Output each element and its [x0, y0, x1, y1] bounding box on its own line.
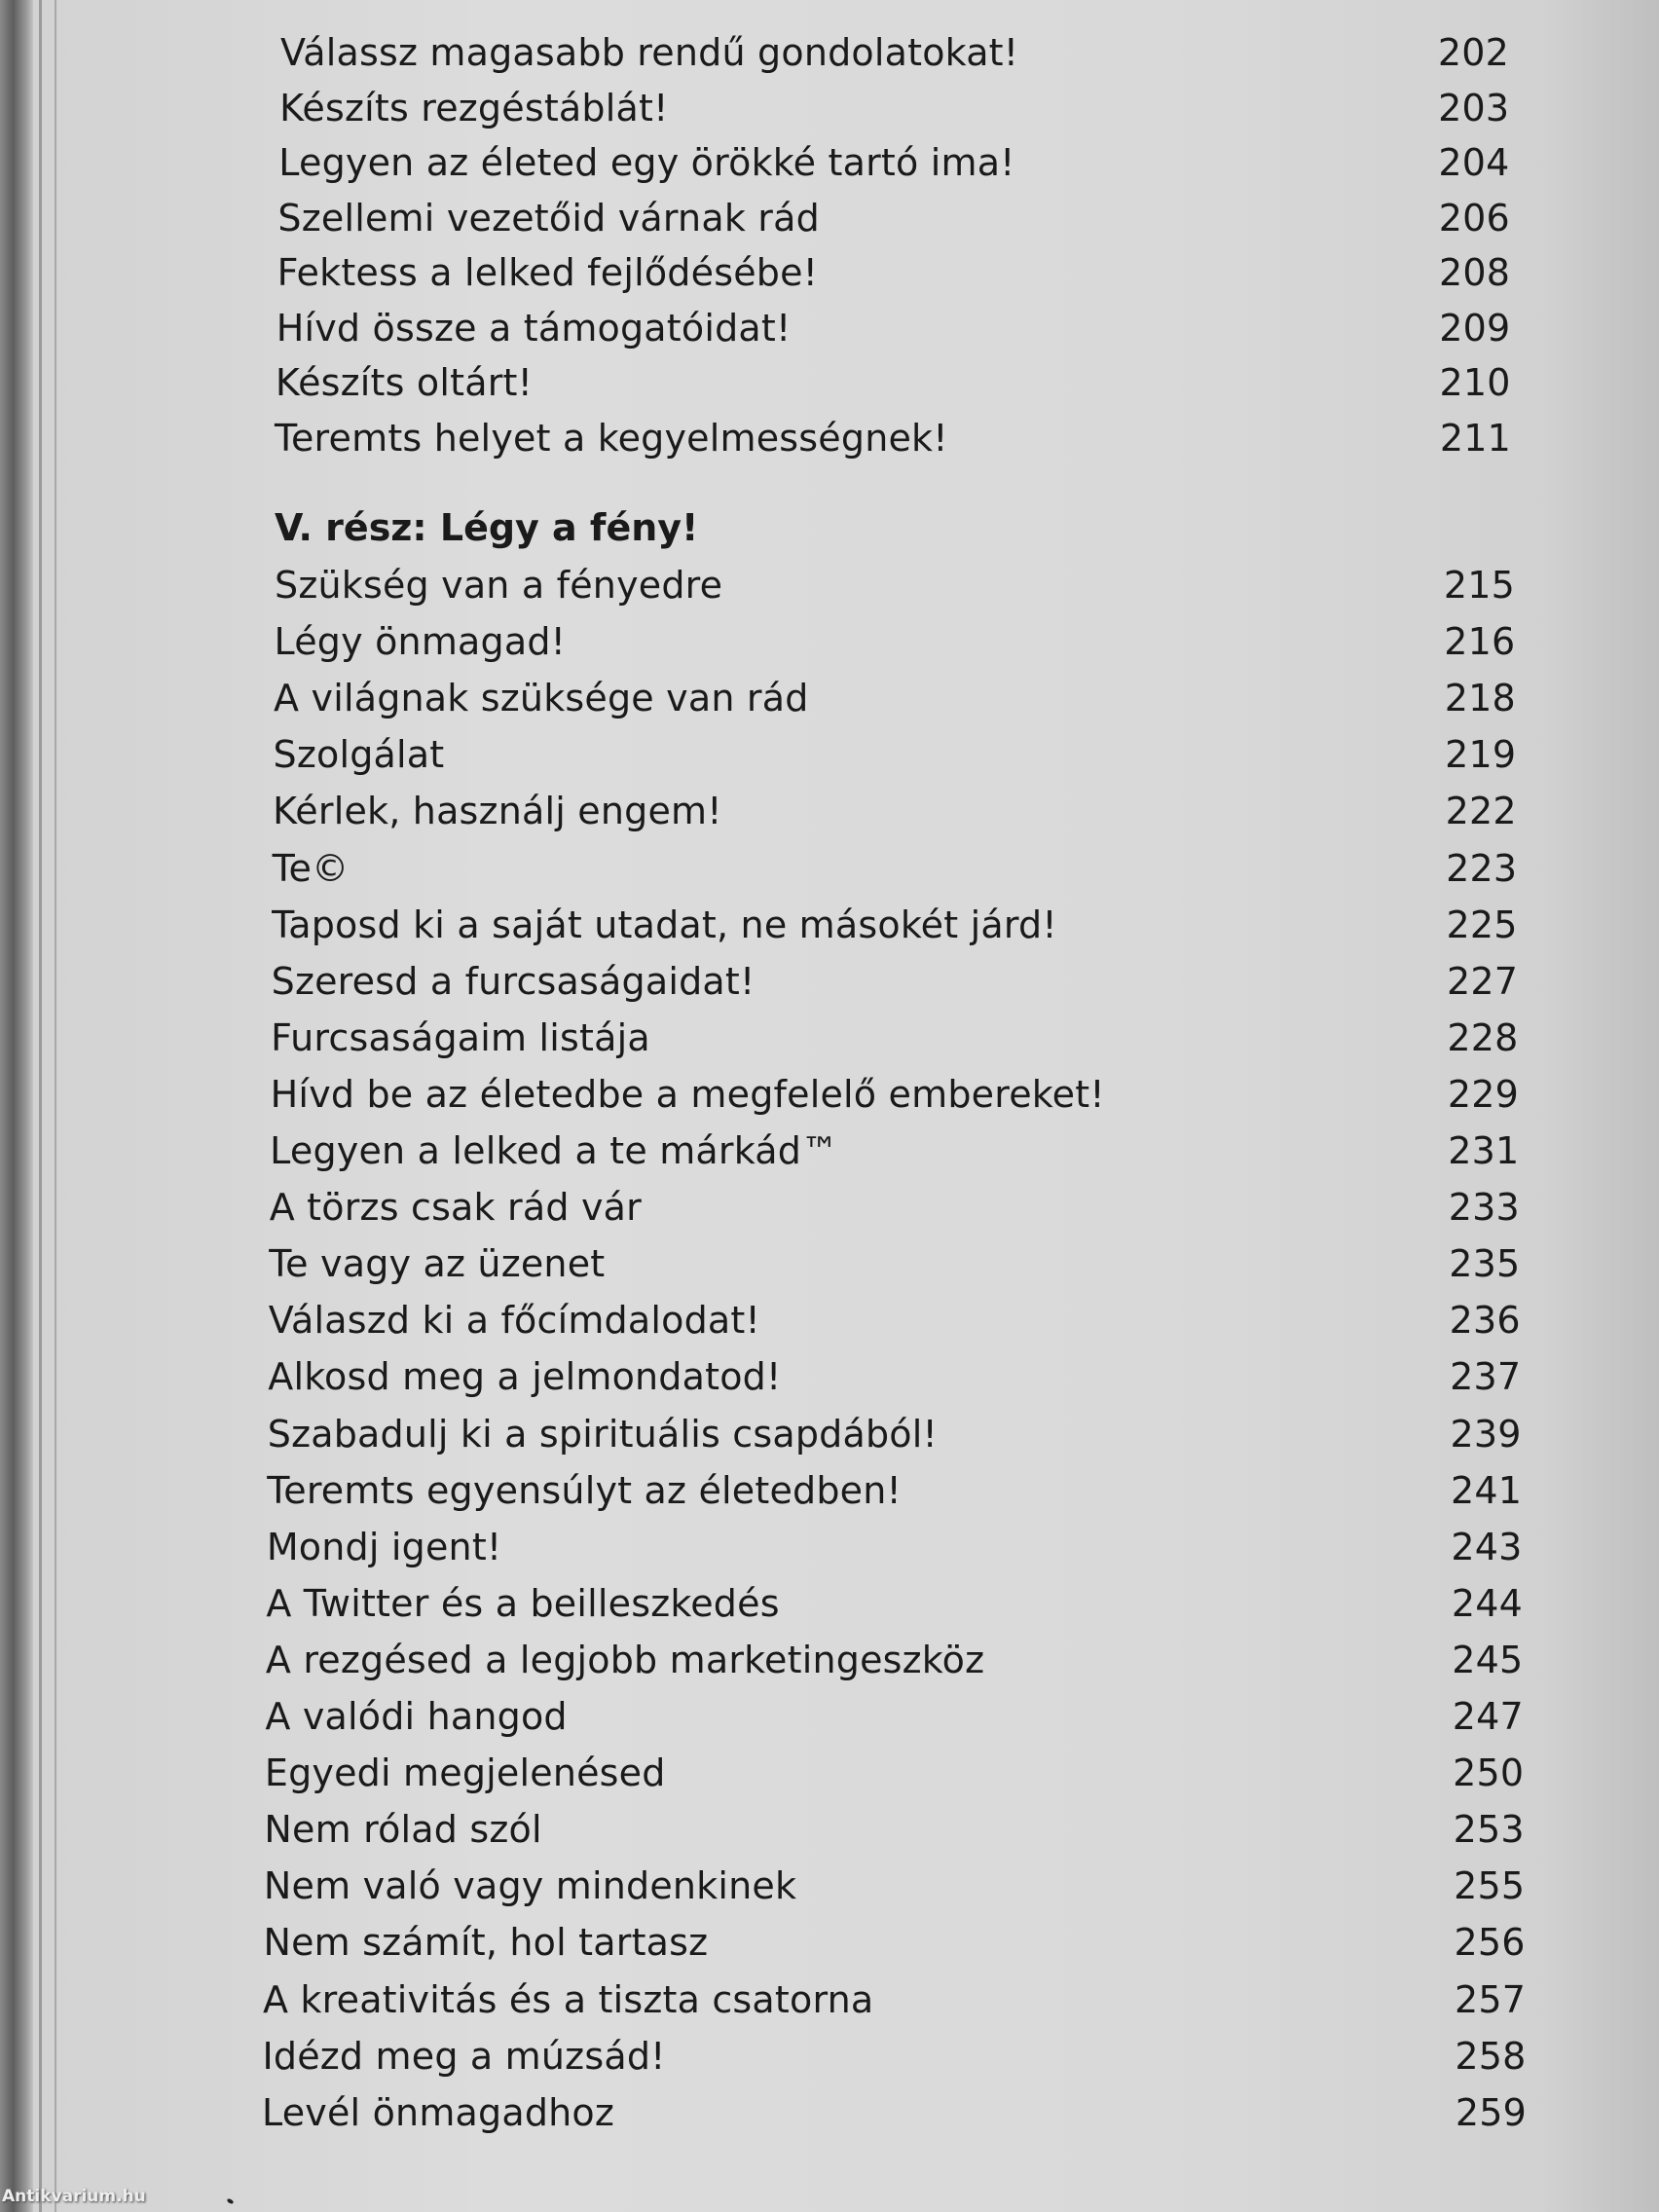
page-edge [39, 0, 42, 2212]
toc-entry-title: A rezgésed a legjobb marketingeszköz [265, 1638, 985, 1681]
toc-entry [275, 411, 1511, 465]
toc-entry-page: 245 [1452, 1638, 1524, 1681]
toc-entry-page: 219 [1445, 733, 1517, 777]
toc-entry-title: Idézd meg a múzsád! [262, 2034, 666, 2078]
toc-entry-page: 229 [1447, 1072, 1519, 1116]
page-shadow [1542, 0, 1659, 2212]
toc-entry-title: Szükség van a fényedre [275, 564, 723, 607]
toc-entry-page: 237 [1450, 1355, 1522, 1399]
toc-entry-page: 203 [1438, 86, 1510, 129]
toc-entry-title: A kreativitás és a tiszta csatorna [262, 1977, 874, 2021]
toc-entry-title: Te© [272, 846, 350, 890]
toc-entry [270, 1180, 1520, 1235]
toc-entry-title: Legyen a lelked a te márkád™ [270, 1129, 839, 1172]
toc-entry [269, 1293, 1521, 1347]
toc-entry [270, 1124, 1519, 1178]
toc-entry [263, 1972, 1526, 2027]
toc-entry-page: 241 [1450, 1468, 1523, 1512]
toc-entry-page: 255 [1454, 1864, 1526, 1908]
toc-entry-title: Taposd ki a saját utadat, ne másokét járd! [272, 903, 1057, 946]
toc-entry-page: 258 [1455, 2034, 1527, 2078]
toc-entry-page: 239 [1450, 1412, 1522, 1456]
watermark: Antikvarium.hu [2, 2187, 146, 2206]
toc-entry [265, 1746, 1524, 1800]
toc-entry [264, 1859, 1525, 1913]
toc-entry [277, 191, 1509, 245]
toc-entry-page: 209 [1439, 306, 1511, 350]
toc-entry [276, 355, 1511, 410]
toc-entry-title: A világnak szüksége van rád [274, 677, 809, 720]
toc-entry [267, 1520, 1523, 1574]
toc-entry [272, 954, 1518, 1009]
toc-entry-page: 231 [1448, 1129, 1520, 1172]
toc-entry-title: Mondj igent! [266, 1525, 502, 1568]
toc-entry [275, 614, 1516, 669]
toc-entry [266, 1576, 1523, 1631]
toc-entry-title: Teremts helyet a kegyelmességnek! [275, 416, 948, 460]
book-binding [0, 0, 33, 2212]
toc-entry-title: Nem való vagy mindenkinek [263, 1864, 797, 1908]
toc-entry-page: 253 [1453, 1808, 1525, 1852]
toc-entry-title: Hívd össze a támogatóidat! [276, 306, 792, 350]
toc-entry-title: Nem számít, hol tartasz [263, 1921, 709, 1965]
toc-entry [269, 1236, 1520, 1291]
toc-entry-title: Készíts rezgéstáblát! [279, 86, 669, 129]
toc-entry-page: 208 [1438, 251, 1511, 294]
toc-entry [275, 558, 1515, 612]
toc-entry-page: 256 [1454, 1921, 1526, 1965]
toc-entry-title: Válassz magasabb rendű gondolatokat! [280, 31, 1019, 74]
toc-entry [276, 301, 1511, 355]
toc-entry-title: Nem rólad szól [264, 1808, 542, 1852]
toc-entry-title: A valódi hangod [265, 1695, 568, 1738]
toc-entry-title: Légy önmagad! [274, 620, 567, 664]
toc-entry-title: Te vagy az üzenet [269, 1242, 606, 1286]
toc-entry-page: 250 [1453, 1751, 1525, 1795]
toc-entry-page: 218 [1444, 677, 1516, 720]
toc-entry-title: A törzs csak rád vár [269, 1186, 642, 1230]
toc-entry-page: 233 [1448, 1186, 1520, 1230]
toc-entry-title: Készíts oltárt! [275, 361, 534, 404]
toc-entry [274, 671, 1516, 725]
page-edge [55, 0, 56, 2212]
toc-entry [268, 1407, 1522, 1461]
toc-entry-page: 202 [1437, 31, 1509, 74]
toc-entry [262, 2029, 1526, 2083]
toc-entry-title: Levél önmagadhoz [262, 2090, 615, 2134]
toc-entry-page: 223 [1446, 846, 1518, 890]
toc-entry [279, 81, 1509, 135]
toc-entry [278, 135, 1509, 190]
toc-entry-title: Szellemi vezetőid várnak rád [277, 196, 820, 240]
dust-speck [226, 2198, 234, 2205]
toc-entry [273, 841, 1518, 896]
toc-entry-page: 257 [1454, 1977, 1527, 2021]
toc-entry [266, 1633, 1524, 1687]
toc-entry [274, 727, 1517, 782]
toc-entry-title: Furcsaságaim listája [271, 1015, 650, 1059]
toc-entry [273, 784, 1517, 838]
toc-entry-title: A Twitter és a beilleszkedés [266, 1581, 780, 1625]
toc-entry-title: Kérlek, használj engem! [273, 790, 722, 833]
toc-entry-title: Egyedi megjelenésed [264, 1751, 666, 1795]
toc-entry-page: 244 [1451, 1581, 1523, 1625]
toc-entry-page: 204 [1438, 141, 1510, 184]
toc-entry-page: 211 [1439, 416, 1511, 460]
toc-entry [280, 25, 1509, 80]
toc-entry [268, 1349, 1521, 1404]
toc-entry-title: Alkosd meg a jelmondatod! [268, 1355, 782, 1399]
toc-entry [264, 1802, 1524, 1857]
toc-entry-page: 206 [1438, 196, 1510, 240]
toc-entry-page: 259 [1455, 2090, 1527, 2134]
toc-entry [263, 1915, 1525, 1970]
toc-entry-page: 227 [1446, 959, 1519, 1003]
toc-entry-page: 236 [1449, 1299, 1521, 1343]
toc-entry-title: Fektess a lelked fejlődésébe! [276, 251, 819, 294]
toc-entry-page: 235 [1449, 1242, 1521, 1286]
toc-entry-title: Szeresd a furcsaságaidat! [271, 959, 756, 1003]
toc-entry-page: 210 [1439, 361, 1511, 404]
section-heading: V. rész: Légy a fény! [275, 506, 699, 549]
toc-entry [272, 898, 1518, 952]
toc-entry [267, 1463, 1522, 1518]
toc-entry [262, 2085, 1527, 2140]
toc-entry-page: 243 [1451, 1525, 1523, 1568]
toc-entry-title: Teremts egyensúlyt az életedben! [267, 1468, 902, 1512]
toc-entry-page: 247 [1452, 1695, 1524, 1738]
toc-entry [271, 1067, 1519, 1122]
toc-entry-page: 225 [1446, 903, 1518, 946]
toc-entry-title: Válaszd ki a főcímdalodat! [268, 1299, 760, 1343]
toc-entry-title: Legyen az életed egy örökké tartó ima! [278, 141, 1015, 184]
toc-entry [265, 1689, 1524, 1744]
toc-entry-page: 222 [1445, 790, 1517, 833]
toc-entry-page: 215 [1443, 564, 1515, 607]
toc-entry-title: Hívd be az életedbe a megfelelő embereket! [270, 1072, 1105, 1116]
toc-entry-title: Szolgálat [273, 733, 445, 777]
toc-entry-title: Szabadulj ki a spirituális csapdából! [267, 1412, 938, 1456]
toc-entry [277, 245, 1511, 300]
toc-entry-page: 228 [1447, 1015, 1519, 1059]
toc-entry [271, 1011, 1518, 1065]
toc-entry-page: 216 [1444, 620, 1516, 664]
